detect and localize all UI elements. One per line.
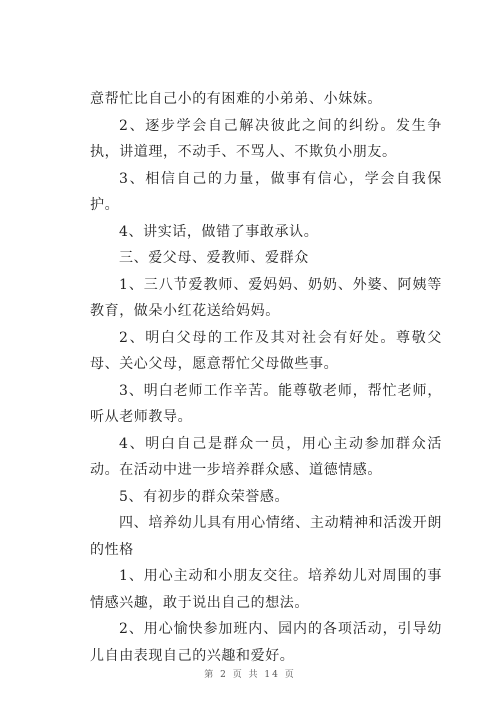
paragraph-item-2-activities: 2、用心愉快参加班内、园内的各项活动，引导幼儿自由表现自己的兴趣和爱好。: [90, 621, 442, 664]
section-heading-4: 四、培养幼儿具有用心情绪、主动精神和活泼开朗的性格: [90, 515, 442, 558]
paragraph-item-2-parents: 2、明白父母的工作及其对社会有好处。尊敬父母、关心父母，愿意帮忙父母做些事。: [90, 329, 442, 372]
paragraph-item-3-confidence: 3、相信自己的力量，做事有信心，学会自我保护。: [90, 170, 442, 213]
paragraph-continuation: 意帮忙比自己小的有困难的小弟弟、小妹妹。: [90, 91, 382, 107]
section-heading-3: 三、爱父母、爱教师、爱群众: [119, 250, 309, 266]
paragraph-item-5-honor: 5、有初步的群众荣誉感。: [119, 488, 290, 505]
paragraph-item-1-womens-day: 1、三八节爱教师、爱妈妈、奶奶、外婆、阿姨等教育，做朵小红花送给妈妈。: [90, 276, 442, 319]
paragraph-item-3-teachers: 3、明白老师工作辛苦。能尊敬老师，帮忙老师，听从老师教导。: [90, 382, 442, 425]
paragraph-item-4-honesty: 4、讲实话，做错了事敢承认。: [119, 223, 319, 240]
page-number-footer: 第 2 页 共 14 页: [204, 670, 296, 680]
document-body: [90, 86, 442, 669]
paragraph-item-4-collective: 4、明白自己是群众一员，用心主动参加群众活动。在活动中进一步培养群众感、道德情感。: [90, 435, 442, 478]
paragraph-item-1-friends: 1、用心主动和小朋友交往。培养幼儿对周围的事情感兴趣，敢于说出自己的想法。: [90, 568, 442, 611]
paragraph-item-2-disputes: 2、逐步学会自己解决彼此之间的纠纷。发生争执，讲道理，不动手、不骂人、不欺负小朋友。: [90, 117, 442, 160]
